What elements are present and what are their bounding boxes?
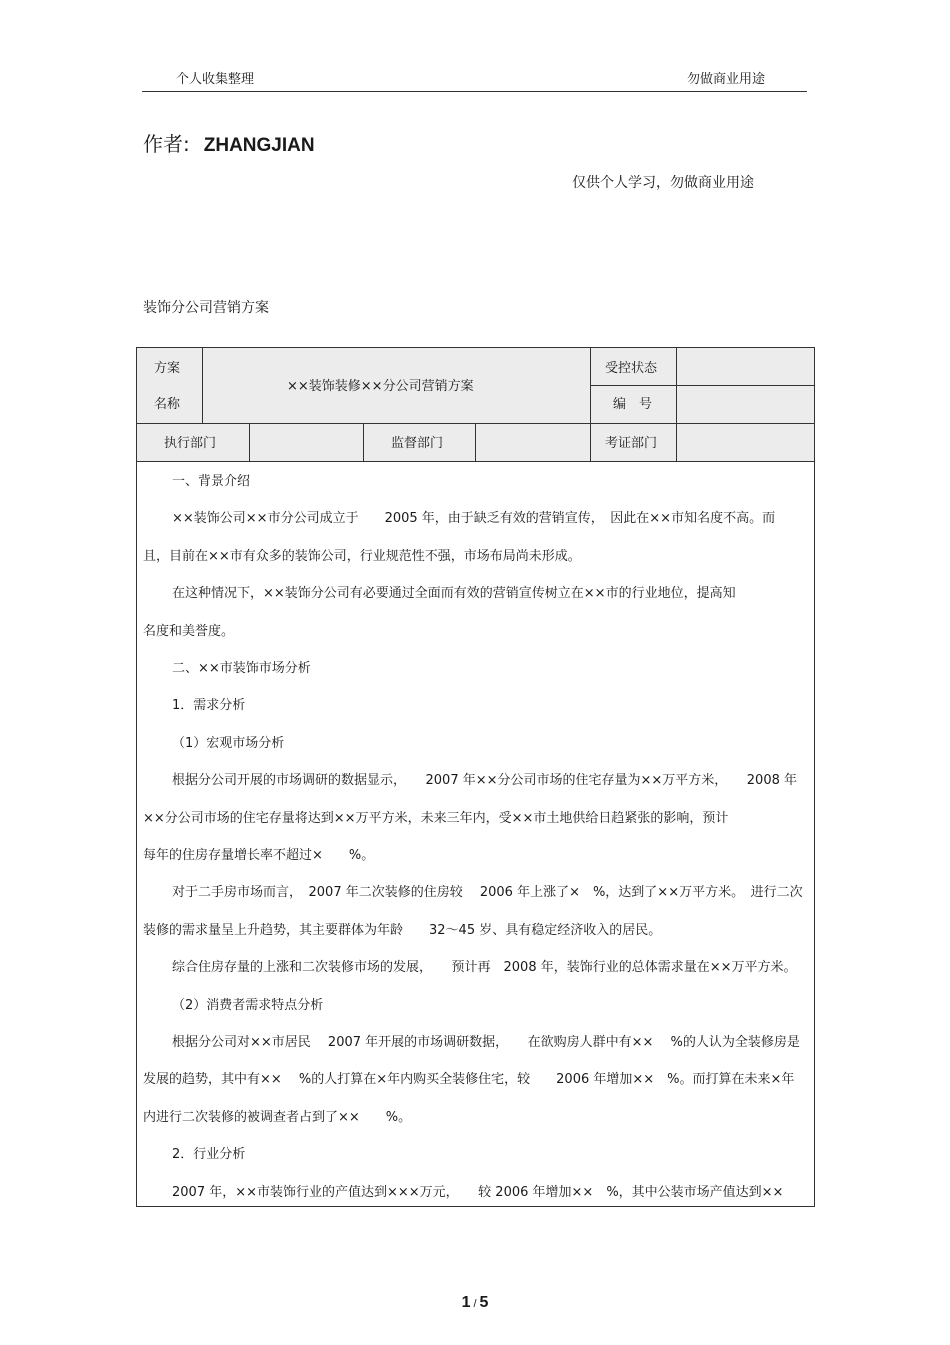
verify-dept-label: 考证部门 [605, 436, 658, 451]
supervise-dept-label: 监督部门 [391, 436, 444, 451]
col-divider-exec-value [363, 423, 364, 461]
body-line: ××装饰公司××市分公司成立于 2005 年，由于缺乏有效的营销宣传， 因此在××市知名度不高。而 [172, 511, 776, 527]
plan-label-2: 名称 [154, 397, 181, 412]
body-line: 2007 年，××市装饰行业的产值达到×××万元， 较 2006 年增加×× %，其中公装市场产值达到×× [172, 1184, 784, 1200]
body-line: 根据分公司开展的市场调研的数据显示， 2007 年××分公司市场的住宅存量为××万平方米， 2008 年 [172, 773, 798, 789]
header-left: 个人收集整理 [176, 72, 255, 87]
body-line: （2）消费者需求特点分析 [172, 997, 324, 1013]
document-title: 装饰分公司营销方案 [143, 300, 269, 316]
body-line: 内进行二次装修的被调查者占到了×× %。 [143, 1109, 412, 1125]
col-divider-plan [202, 348, 203, 423]
number-label: 编 号 [613, 397, 653, 412]
body-line: （1）宏观市场分析 [172, 735, 285, 751]
header-right: 勿做商业用途 [687, 72, 766, 87]
plan-name: ××装饰装修××分公司营销方案 [287, 379, 474, 394]
body-line: 发展的趋势，其中有×× %的人打算在×年内购买全装修住宅，较 2006 年增加×× %。而打算在未来×年 [143, 1072, 795, 1088]
page-indicator [0, 1294, 950, 1312]
page-current: 1 [461, 1294, 471, 1311]
header-rule [142, 91, 807, 92]
author-label: 作者: [143, 132, 190, 156]
body-line: 每年的住房存量增长率不超过× %。 [143, 848, 375, 863]
control-status-label: 受控状态 [605, 361, 658, 376]
exec-dept-label: 执行部门 [164, 436, 217, 451]
page-separator: / [473, 1298, 477, 1310]
body-line: 且，目前在××市有众多的装饰公司，行业规范性不强，市场布局尚未形成。 [143, 548, 581, 564]
body-line: 一、背景介绍 [172, 474, 251, 489]
plan-label-1: 方案 [154, 361, 181, 376]
col-divider-status [590, 348, 591, 461]
body-line: 在这种情况下，××装饰分公司有必要通过全面而有效的营销宣传树立在××市的行业地位，提高知 [172, 586, 736, 602]
body-line: 名度和美誉度。 [143, 623, 235, 639]
body-line: 对于二手房市场而言， 2007 年二次装修的住房较 2006 年上涨了× %，达到了××万平方米。 进行二次 [172, 885, 803, 901]
row-divider-3 [137, 461, 814, 462]
row-divider-1 [590, 385, 814, 386]
body-line: 装修的需求量呈上升趋势，其主要群体为年龄 32～45 岁、具有稳定经济收入的居民。 [143, 922, 662, 938]
author-line [143, 128, 315, 157]
page-total: 5 [479, 1294, 489, 1311]
body-line: 1．需求分析 [172, 698, 246, 714]
body-line: 二、××市装饰市场分析 [172, 661, 311, 676]
col-divider-supervise [475, 423, 476, 461]
col-divider-status-value [676, 348, 677, 461]
col-divider-exec [249, 423, 250, 461]
body-line: 综合住房存量的上涨和二次装修市场的发展， 预计再 2008 年，装饰行业的总体需求量在××万平方米。 [172, 960, 797, 976]
body-line: 根据分公司对××市居民 2007 年开展的市场调研数据， 在欲购房人群中有×× %的人认为全装修房是 [172, 1035, 800, 1050]
usage-notice: 仅供个人学习，勿做商业用途 [572, 175, 754, 191]
author-name: ZHANGJIAN [203, 135, 315, 156]
body-line: 2．行业分析 [172, 1147, 246, 1163]
body-line: ××分公司市场的住宅存量将达到××万平方米，未来三年内，受××市土地供给日趋紧张的影响，预计 [143, 810, 729, 826]
